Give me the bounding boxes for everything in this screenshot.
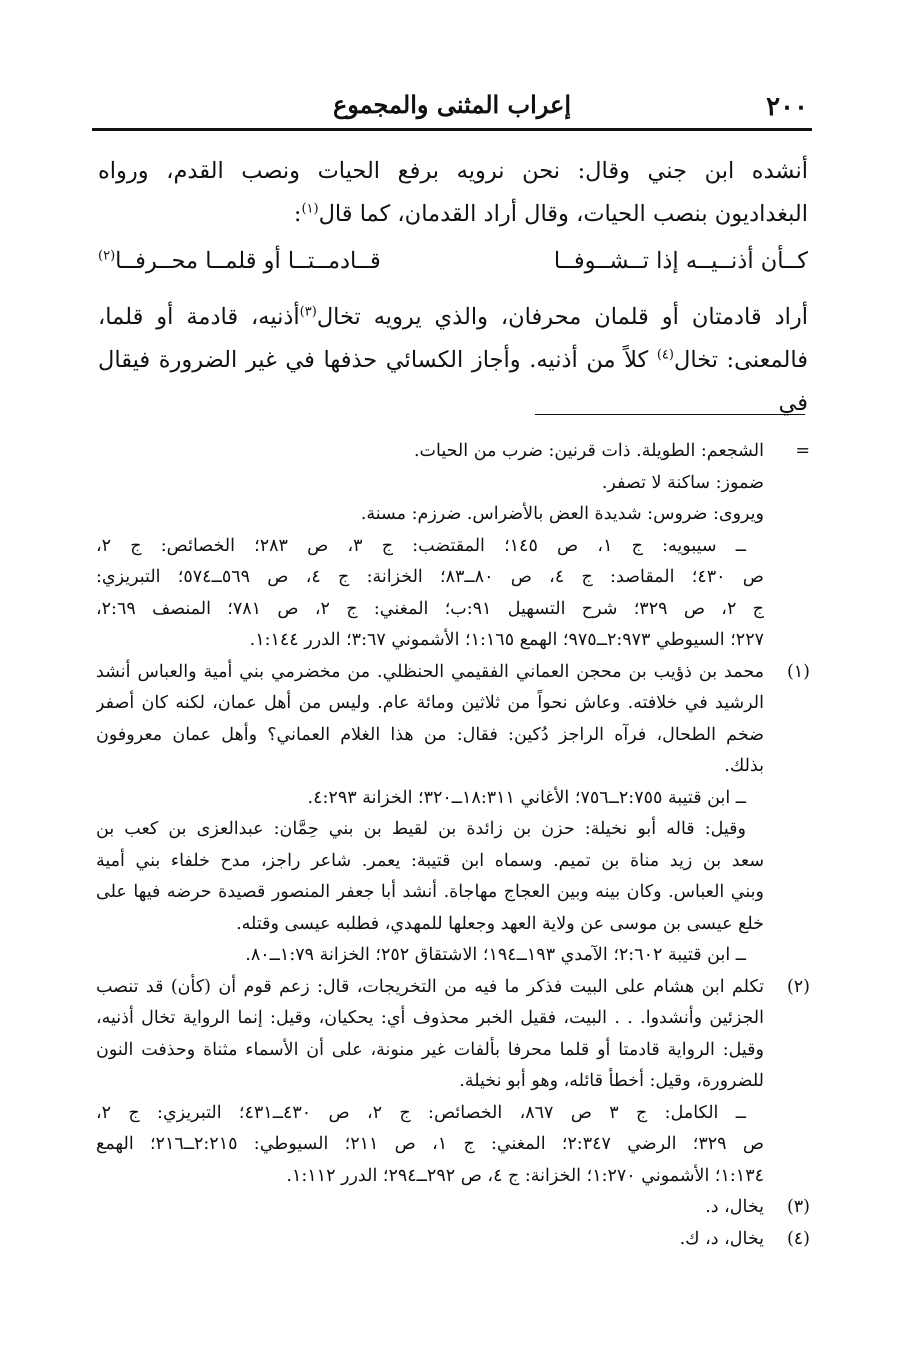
footnote-line: وقيل: قاله أبو نخيلة: حزن بن زائدة بن لقيط بن بني حِمَّان: عبدالعزى بن كعب بن	[96, 819, 746, 839]
footnote-line: ــ ابن قتيبة ٢:٦٠٢؛ الآمدي ١٩٣ــ١٩٤؛ الاشتقاق ٢٥٢؛ الخزانة ١:٧٩ــ٨٠.	[245, 945, 746, 965]
footnote-label: =	[795, 441, 810, 461]
first-hemistich: كــأن أذنــيــه إذا تــشــوفــا	[553, 248, 808, 274]
footnote-line: سعد بن زيد مناة بن تميم. وسماه ابن قتيبة: يعمر. شاعر راجز، مدح خلفاء بني أمية	[96, 850, 764, 871]
footnotes	[96, 436, 810, 1255]
footnote-line: محمد بن ذؤيب بن محجن العماني الفقيمي الحنظلي. من مخضرمي بني أمية والعباس أنشد	[96, 661, 764, 682]
footnote-line: ص ٤٣٠؛ المقاصد: ج ٤، ص ٨٠ــ٨٣؛ الخزانة: ج ٤، ص ٥٦٩ــ٥٧٤؛ التبريزي:	[96, 567, 764, 587]
poetry-verse	[98, 240, 808, 288]
footnote-4	[96, 1224, 810, 1256]
main-line: فالمعنى: تخال$^{(٤)}$ كلاً من أذنيه. وأجاز الكسائي حذفها في غير الضرورة فيقال في	[98, 347, 808, 416]
footnote-separator	[535, 414, 805, 415]
footnote-line: للضرورة، وقيل: أخطأ قائله، وهو أبو نخيلة.	[459, 1071, 764, 1091]
footnote-ref: (٤)	[656, 347, 674, 363]
footnote-line: ضموز: ساكنة لا تصفر.	[601, 472, 764, 493]
footnote-line: وقيل: الرواية قادمتا أو قلما محرفا بألفات غير منونة، على أن الأسماء مثناة وحذفت النون	[96, 1039, 764, 1060]
page-header	[92, 90, 812, 128]
footnote-line: ويروى: ضروس: شديدة العض بالأضراس. ضرزم: مسنة.	[360, 504, 764, 524]
footnote-line: ١:١٣٤؛ الأشموني ١:٢٧٠؛ الخزانة: ج ٤، ص ٢٩٢ــ٢٩٤؛ الدرر ١:١١٢.	[286, 1165, 764, 1186]
footnote-line: يخال، د، ك.	[679, 1228, 764, 1249]
footnote-ref: (٣)	[299, 304, 317, 320]
footnote-ref: (١)	[301, 201, 319, 217]
footnote-line: الجزئين وأنشدوا. . . البيت، فقيل الخبر محذوف أي: يحكيان، وقيل: إنما الرواية تخال أذنيه،	[96, 1008, 764, 1028]
footnote-line: تكلم ابن هشام على البيت فذكر ما فيه من التخريجات، قال: زعم قوم أن (كأن) قد تنصب	[96, 976, 764, 997]
footnote-1	[96, 657, 810, 972]
footnote-line: ص ٣٢٩؛ الرضي ٢:٣٤٧؛ المغني: ج ١، ص ٢١١؛ السيوطي: ٢:٢١٥ــ٢١٦؛ الهمع	[96, 1134, 764, 1154]
main-line: أنشده ابن جني وقال: نحن نرويه برفع الحيات ونصب القدم، ورواه	[98, 158, 808, 184]
footnote-line: وبني العباس. وكان بينه وبين العجاج مهاجاة. أنشد أبا جعفر المنصور قصيدة حرضه فيها على	[96, 882, 764, 902]
second-hemistich: قــادمــتــا أو قلمــا محــرفــا$^{(٢)}$	[98, 248, 381, 274]
footnote-continuation	[96, 436, 810, 657]
footnote-label: (١)	[786, 661, 810, 682]
footnote-line: ــ الكامل: ج ٣ ص ٨٦٧، الخصائص: ج ٢، ص ٤٣٠ــ٤٣١؛ التبريزي: ج ٢،	[96, 1102, 746, 1123]
main-text	[98, 150, 808, 425]
footnote-line: يخال، د.	[705, 1197, 764, 1217]
header-rule	[92, 128, 812, 131]
footnote-line: الرشيد في خلافته. وعاش نحواً من ثلاثين ومائة عام. وليس من أهل عمان، لكنه كان أصفر	[96, 693, 764, 713]
footnote-ref: (٢)	[98, 248, 116, 264]
footnote-line: ضخم الطحال، فرآه الراجز دُكين: فقال: من هذا الغلام العماني؟ وأهل عمان معروفون	[96, 724, 764, 745]
footnote-line: بذلك.	[724, 756, 764, 776]
footnote-line: ــ ابن قتيبة ٢:٧٥٥ــ٧٥٦؛ الأغاني ١٨:٣١١ــ٣٢٠؛ الخزانة ٤:٢٩٣.	[307, 787, 746, 808]
running-title: إعراب المثنى والمجموع	[332, 90, 572, 119]
footnote-label: (٢)	[786, 976, 810, 997]
main-line: البغداديون بنصب الحيات، وقال أراد القدمان، كما قال$^{(١)}$:	[293, 201, 808, 227]
footnote-line: خلع عيسى بن موسى عن ولاية العهد وجعلها للمهدي، فطلبه عيسى وقتله.	[236, 913, 764, 934]
main-line: أراد قادمتان أو قلمان محرفان، والذي يرويه تخال$^{(٣)}$أذنيه، قادمة أو قلما،	[98, 304, 808, 330]
footnote-3	[96, 1192, 810, 1224]
footnote-line: ج ٢، ص ٣٢٩؛ شرح التسهيل ٩١:ب؛ المغني: ج ٢، ص ٧٨١؛ المنصف ٢:٦٩،	[96, 598, 764, 619]
footnote-line: ــ سيبويه: ج ١، ص ١٤٥؛ المقتضب: ج ٣، ص ٢٨٣؛ الخصائص: ج ٢،	[96, 535, 747, 556]
footnote-2	[96, 972, 810, 1193]
footnote-label: (٤)	[786, 1228, 810, 1249]
footnote-line: ٢٢٧؛ السيوطي ٢:٩٧٣ــ٩٧٥؛ الهمع ١:١٦٥؛ الأشموني ٣:٦٧؛ الدرر ١:١٤٤.	[249, 630, 764, 650]
footnote-line: الشجعم: الطويلة. ذات قرنين: ضرب من الحيات.	[413, 441, 764, 461]
footnote-label: (٣)	[786, 1197, 810, 1217]
page-number: ٢٠٠	[766, 92, 808, 122]
